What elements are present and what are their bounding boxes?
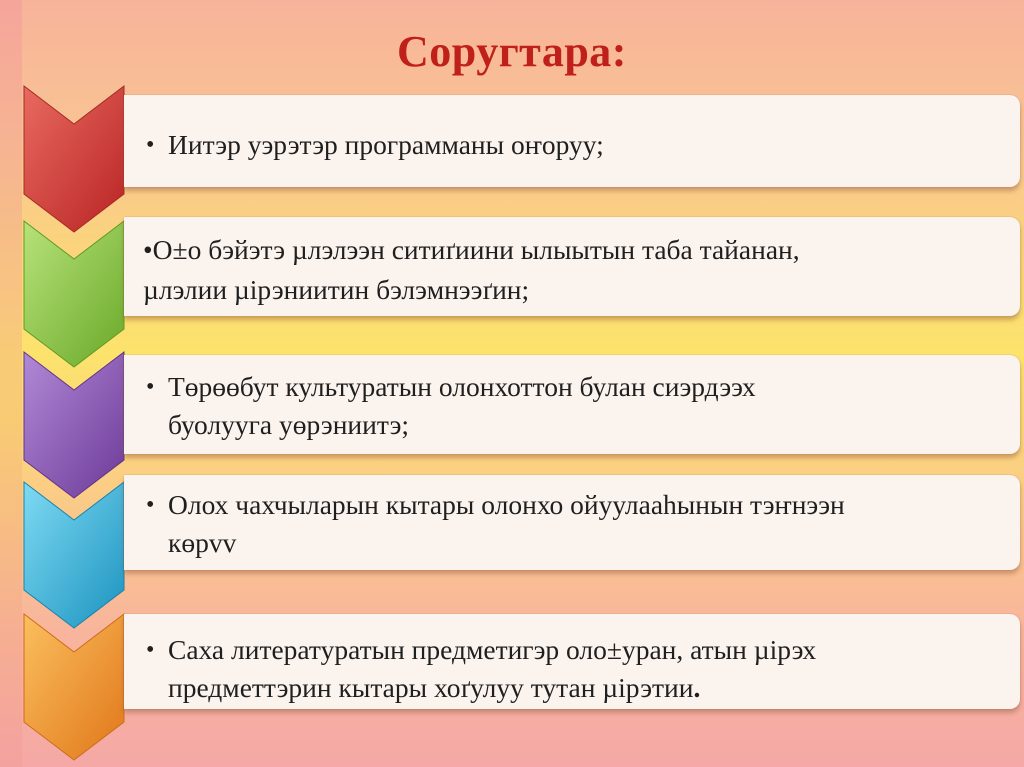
bullet-marker: • — [146, 374, 155, 400]
item-text-line: көрvv — [168, 527, 237, 558]
item-text-tail: . — [693, 672, 701, 703]
bullet-marker: • — [146, 637, 155, 663]
item-text-line: Иитэр уэрэтэр программаны оҥоруу; — [168, 129, 604, 160]
list-item — [124, 355, 1020, 454]
item-text-line: буолууга уөрэниитэ; — [168, 409, 410, 440]
chevron-orange-icon — [22, 612, 126, 764]
item-text-line: Саха литературатын предметигэр оло±уран, атын µірэх — [168, 634, 817, 665]
slide-left-border — [0, 0, 22, 767]
chevron-blue-icon — [22, 480, 126, 632]
slide-title: Соругтара: — [397, 27, 627, 76]
bullet-marker: • — [146, 492, 155, 518]
bullet-marker: • — [146, 132, 155, 158]
item-text-line: Төрөөбут культуратын олонхоттон булан сиэрдээх — [168, 371, 756, 402]
item-text-line: µлэлии µірэниитин бэлэмнээґин; — [143, 274, 530, 305]
item-text-line: •О±о бэйэтэ µлэлээн ситиґиини ылыытын таба тайанан, — [143, 234, 800, 265]
item-text-line: Олох чахчыларын кытары олонхо ойуулааһынын тэҥнээн — [168, 489, 845, 520]
chevron-red-icon — [22, 84, 126, 236]
list-item — [124, 475, 1020, 570]
list-item — [124, 614, 1020, 709]
chevron-green-icon — [22, 219, 126, 371]
list-item — [124, 217, 1020, 316]
list-item — [124, 95, 1020, 187]
item-text-line: предметтэрин кытары хоґулуу тутан µірэтии — [168, 672, 694, 703]
